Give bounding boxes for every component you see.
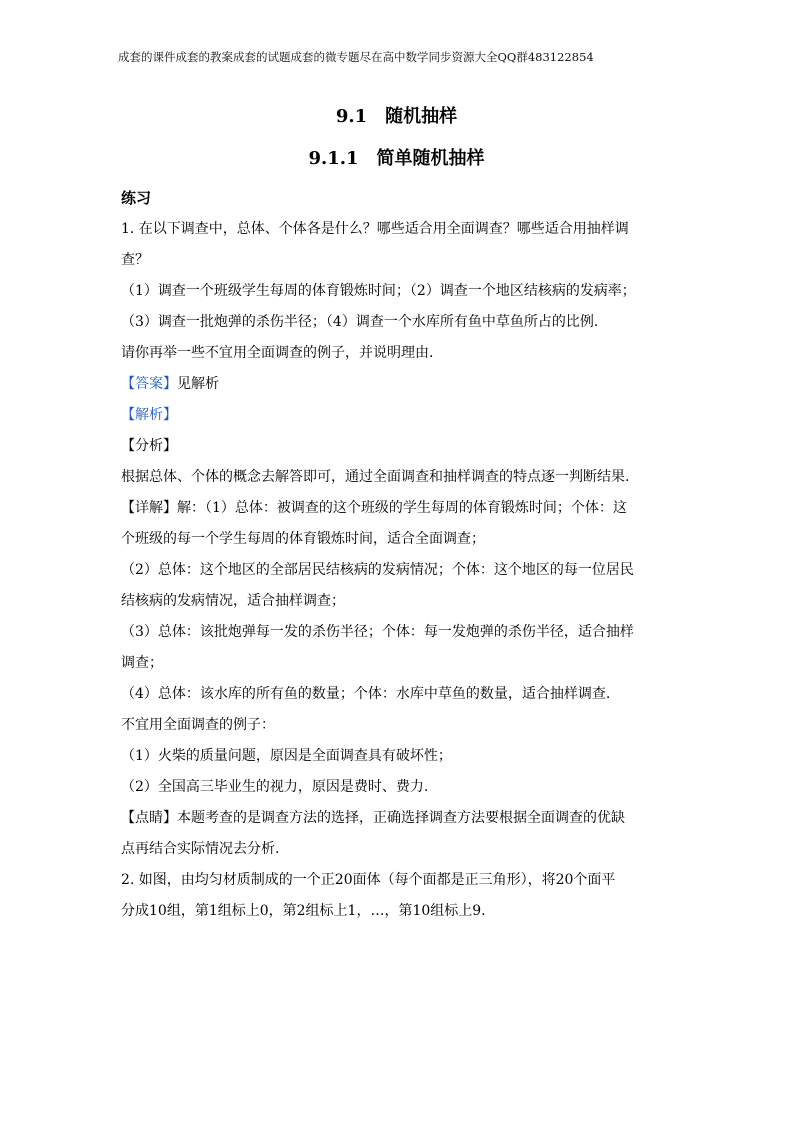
dianjing-first-line xyxy=(121,803,677,834)
detail-line: 结核病的发病情况，适合抽样调查； xyxy=(121,593,345,609)
dianjing-second-line: 点再结合实际情况去分析. xyxy=(121,841,280,857)
page-header: 成套的课件成套的教案成套的试题成套的微专题尽在高中数学同步资源大全QQ群483122854 xyxy=(118,50,594,64)
detail-line: （3）总体：该批炮弹每一发的杀伤半径；个体：每一发炮弹的杀伤半径，适合抽样 xyxy=(121,624,634,640)
question-2-line-2: 分成10组，第1组标上0，第2组标上1，…，第10组标上9. xyxy=(121,903,486,919)
section-title: 9.1 随机抽样 xyxy=(335,106,458,127)
question-1-item-1-2: （1）调查一个班级学生每周的体育锻炼时间；（2）调查一个地区结核病的发病率； xyxy=(121,283,636,299)
fenxi-text: 根据总体、个体的概念去解答即可，通过全面调查和抽样调查的特点逐一判断结果. xyxy=(121,469,630,485)
subsection-title: 9.1.1 简单随机抽样 xyxy=(308,148,485,169)
question-1-item-3-4: （3）调查一批炮弹的杀伤半径；（4）调查一个水库所有鱼中草鱼所占的比例. xyxy=(121,314,599,330)
detail-line: （2）总体：这个地区的全部居民结核病的发病情况；个体：这个地区的每一位居民 xyxy=(121,562,634,578)
detail-line: 调查； xyxy=(121,655,163,671)
answer-text: 见解析 xyxy=(177,376,219,392)
dianjing-first-text: 本题考查的是调查方法的选择，正确选择调查方法要根据全面调查的优缺 xyxy=(177,810,625,826)
analysis-tag: 【解析】 xyxy=(121,407,177,423)
detail-line: （2）全国高三毕业生的视力，原因是费时、费力. xyxy=(121,779,429,795)
question-2-line-1: 2. 如图，由均匀材质制成的一个正20面体（每个面都是正三角形），将20个面平 xyxy=(121,872,616,888)
answer-tag: 【答案】 xyxy=(121,376,177,392)
detail-first-line xyxy=(121,493,677,524)
answer-line xyxy=(121,369,677,400)
question-1-prompt: 请你再举一些不宜用全面调查的例子，并说明理由. xyxy=(121,345,434,361)
detail-first-text: 解：（1）总体：被调查的这个班级的学生每周的体育锻炼时间；个体：这 xyxy=(177,500,627,516)
fenxi-tag-line: 【分析】 xyxy=(121,438,177,454)
analysis-line xyxy=(121,400,677,431)
detail-line: （1）火柴的质量问题，原因是全面调查具有破坏性； xyxy=(121,748,452,764)
dianjing-tag: 【点睛】 xyxy=(121,810,177,826)
content-body xyxy=(121,183,677,927)
detail-line: 个班级的每一个学生每周的体育锻炼时间，适合全面调查； xyxy=(121,531,485,547)
detail-line: （4）总体：该水库的所有鱼的数量；个体：水库中草鱼的数量，适合抽样调查. xyxy=(121,686,611,702)
question-1-line-2: 查？ xyxy=(121,252,149,268)
detail-tag: 【详解】 xyxy=(121,500,177,516)
exercise-heading: 练习 xyxy=(121,189,152,207)
detail-line: 不宜用全面调查的例子： xyxy=(121,717,275,733)
question-1-line-1: 1. 在以下调查中，总体、个体各是什么？哪些适合用全面调查？哪些适合用抽样调 xyxy=(121,221,629,237)
